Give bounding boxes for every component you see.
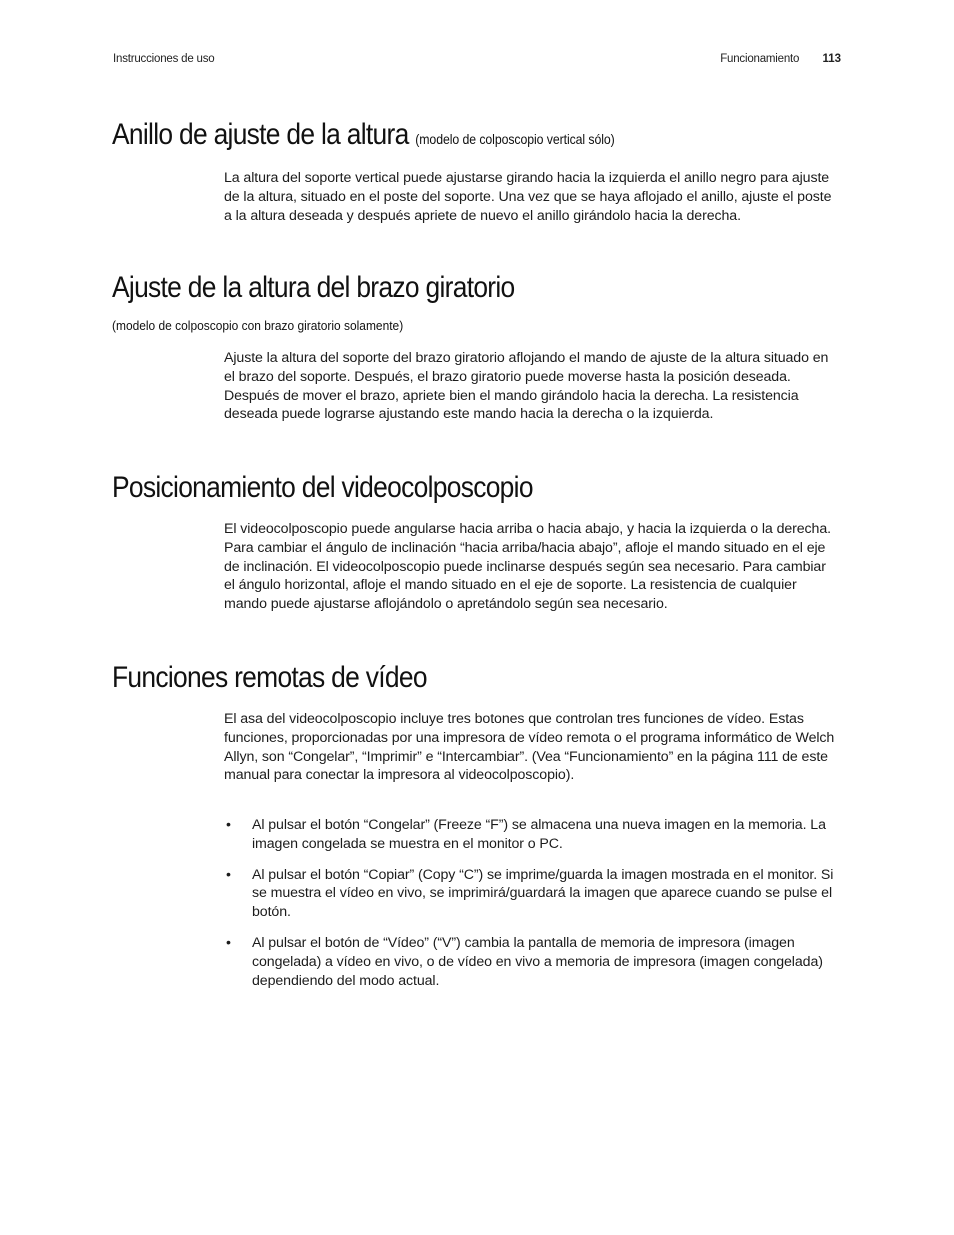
remote-video-bullet-list (224, 816, 840, 1002)
section-body-positioning (224, 520, 840, 614)
list-item-text: Al pulsar el botón de “Vídeo” (“V”) cambia la pantalla de memoria de impresora (imagen congelada) a vídeo en vivo, o de vídeo en vivo a memoria de impresora (imagen congelada) dependiendo del modo actual. (252, 934, 823, 989)
section-body-swing-arm (224, 349, 840, 424)
section-heading-height-ring (112, 118, 615, 152)
section-body-remote-video (224, 710, 840, 785)
section-title: Anillo de ajuste de la altura (112, 118, 409, 151)
paragraph: El asa del videocolposcopio incluye tres botones que controlan tres funciones de vídeo. Estas funciones, proporcionadas por una impresora de vídeo remota o el programa informático de Welch Allyn, son “Congelar”, “Imprimir” e “Intercambiar”. (Vea “Funcionamiento” en la página 111 de este manual para conectar la impresora al videocolposcopio). (224, 711, 835, 784)
paragraph: El videocolposcopio puede angularse hacia arriba o hacia abajo, y hacia la izquierda o la derecha. Para cambiar el ángulo de inclinación “hacia arriba/hacia abajo”, afloje el mando situado en el eje de inclinación. El videocolposcopio puede inclinarse después según sea necesario. Para cambiar el ángulo horizontal, afloje el mando situado en el eje de soporte. La resistencia de cualquier mando puede ajustarse aflojándolo o apretándolo según sea necesario. (224, 521, 831, 613)
bullet-icon: • (226, 934, 231, 951)
section-heading-swing-arm (112, 271, 515, 305)
section-title: Funciones remotas de vídeo (112, 661, 427, 694)
paragraph: Ajuste la altura del soporte del brazo giratorio aflojando el mando de ajuste de la altura situado en el brazo del soporte. Después, el brazo giratorio puede moverse hasta la posición deseada. Después de mover el brazo, apriete bien el mando girándolo hacia la derecha. La resistencia deseada puede lograrse ajustando este mando hacia la derecha o la izquierda. (224, 350, 829, 423)
section-heading-positioning (112, 471, 533, 505)
list-item-text: Al pulsar el botón “Congelar” (Freeze “F”) se almacena una nueva imagen en la memoria. La imagen congelada se muestra en el monitor o PC. (252, 817, 826, 852)
section-subtitle-swing-arm: (modelo de colposcopio con brazo giratorio solamente) (112, 318, 404, 333)
page-header (113, 53, 841, 69)
document-title: Instrucciones de uso (113, 53, 215, 65)
paragraph: La altura del soporte vertical puede ajustarse girando hacia la izquierda el anillo negro para ajuste de la altura, situado en el poste del soporte. Una vez que se haya aflojado el anillo, ajuste el poste a la altura deseada y después apriete de nuevo el anillo girándolo hacia la derecha. (224, 170, 832, 224)
header-right (720, 53, 841, 65)
section-title-suffix: (modelo de colposcopio vertical sólo) (415, 131, 615, 147)
section-heading-remote-video (112, 661, 427, 695)
list-item-text: Al pulsar el botón “Copiar” (Copy “C”) se imprime/guarda la imagen mostrada en el monitor. Si se muestra el vídeo en vivo, se imprimirá/guardará la imagen que aparece cuando se pulse el botón. (252, 866, 834, 921)
bullet-icon: • (226, 817, 231, 833)
chapter-name: Funcionamiento (720, 53, 800, 65)
section-body-height-ring (224, 169, 840, 225)
section-title: Ajuste de la altura del brazo giratorio (112, 271, 515, 304)
list-item (224, 866, 840, 922)
page-number: 113 (822, 53, 841, 65)
section-title: Posicionamiento del videocolposcopio (112, 471, 533, 504)
list-item (224, 816, 840, 854)
list-item (224, 934, 840, 990)
bullet-icon: • (226, 866, 231, 883)
